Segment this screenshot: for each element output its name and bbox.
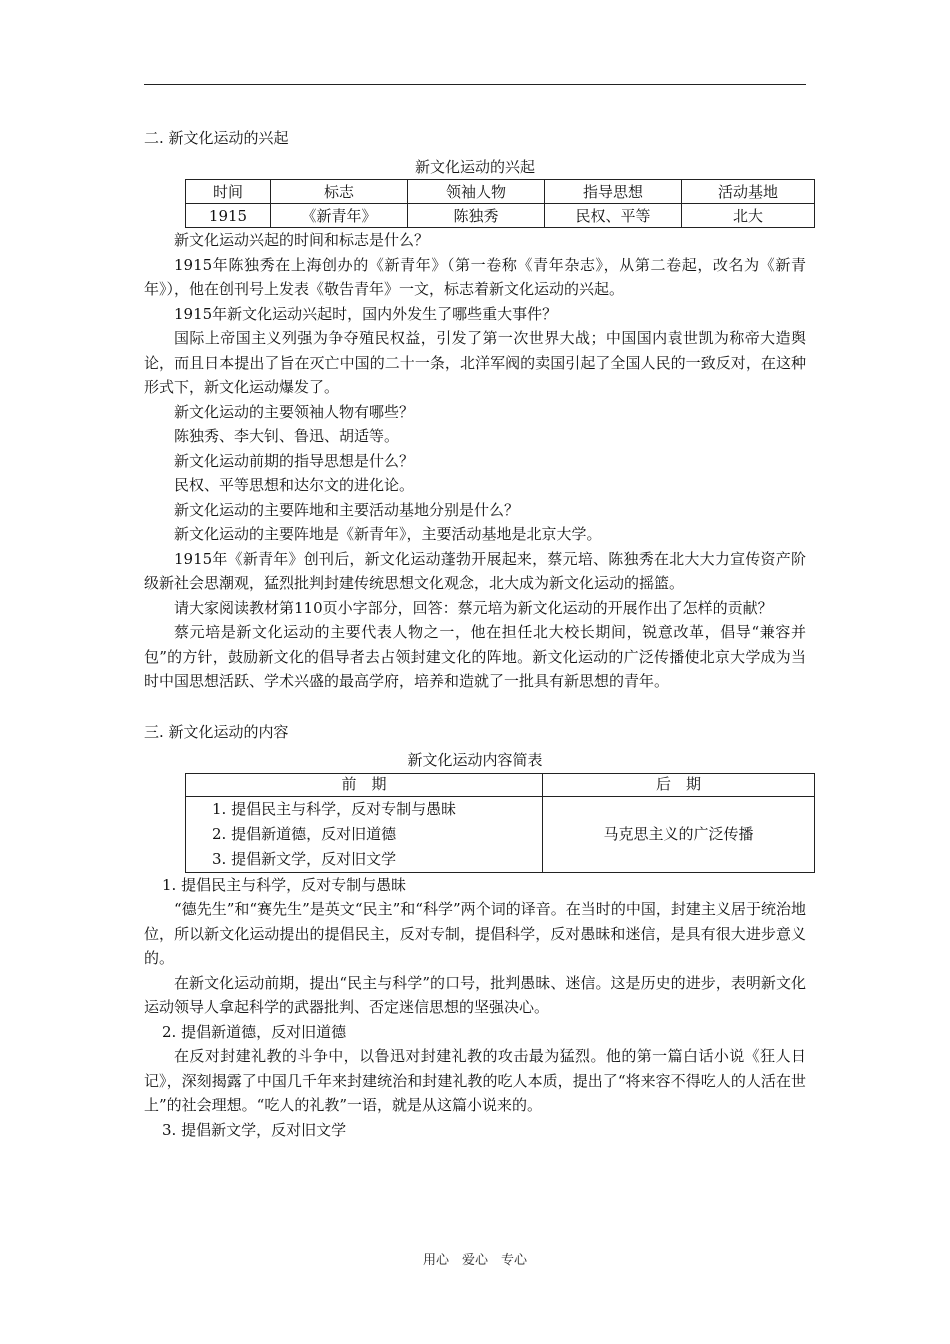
question-paragraph: 新文化运动的主要领袖人物有哪些？ xyxy=(174,402,415,421)
answer-paragraph: 民权、平等思想和达尔文的进化论。 xyxy=(174,476,415,494)
document-body xyxy=(144,126,806,1142)
rise-table xyxy=(185,179,815,228)
table-row xyxy=(186,796,815,872)
subheading-3: 3. 提倡新文学，反对旧文学 xyxy=(162,1120,347,1139)
table-cell: 《新青年》 xyxy=(271,204,408,228)
list-item: 2. 提倡新道德，反对旧道德 xyxy=(212,824,397,843)
answer-paragraph: 新文化运动的主要阵地是《新青年》，主要活动基地是北京大学。 xyxy=(174,525,602,543)
page-footer: 用心 爱心 专心 xyxy=(422,1253,527,1268)
answer-paragraph: 蔡元培是新文化运动的主要代表人物之一，他在担任北大校长期间，锐意改革，倡导“兼容并包”的方针，鼓励新文化的倡导者去占领封建文化的阵地。新文化运动的广泛传播使北京大学成为当时中国思想活跃、学术兴盛的最高学府，培养和造就了一批具有新思想的青年。 xyxy=(144,623,806,690)
table-cell-early xyxy=(186,796,543,872)
table-row xyxy=(186,204,815,228)
question-paragraph: 新文化运动的主要阵地和主要活动基地分别是什么？ xyxy=(174,500,520,519)
table-caption-content: 新文化运动内容简表 xyxy=(407,751,543,769)
section-heading-3: 三. 新文化运动的内容 xyxy=(144,722,289,741)
question-paragraph: 新文化运动兴起的时间和标志是什么？ xyxy=(174,231,430,249)
body-paragraph: 在反对封建礼教的斗争中，以鲁迅对封建礼教的攻击最为猛烈。他的第一篇白话小说《狂人日记》，深刻揭露了中国几千年来封建统治和封建礼教的吃人本质，提出了“将来容不得吃人的人活在世上”的社会理想。“吃人的礼教”一语，就是从这篇小说来的。 xyxy=(144,1047,806,1114)
answer-paragraph: 1915年陈独秀在上海创办的《新青年》（第一卷称《青年杂志》，从第二卷起，改名为《新青年》），他在创刊号上发表《敬告青年》一文，标志着新文化运动的兴起。 xyxy=(144,255,806,298)
table-cell: 陈独秀 xyxy=(408,204,545,228)
header-rule xyxy=(144,84,806,85)
subheading-2: 2. 提倡新道德，反对旧道德 xyxy=(162,1022,347,1041)
answer-paragraph: 陈独秀、李大钊、鲁迅、胡适等。 xyxy=(174,427,400,445)
body-paragraph: 在新文化运动前期，提出“民主与科学”的口号，批判愚昧、迷信。这是历史的进步，表明新文化运动领导人拿起科学的武器批判、否定迷信思想的坚强决心。 xyxy=(144,973,806,1016)
table-header-row xyxy=(186,180,815,204)
table-header-cell: 活动基地 xyxy=(682,180,815,204)
content-table xyxy=(185,773,815,873)
table-cell-late: 马克思主义的广泛传播 xyxy=(543,796,815,872)
question-paragraph: 1915年新文化运动兴起时，国内外发生了哪些重大事件？ xyxy=(174,304,558,323)
table-header-cell: 标志 xyxy=(271,180,408,204)
table-header-cell: 后 期 xyxy=(543,773,815,796)
question-paragraph: 新文化运动前期的指导思想是什么？ xyxy=(174,451,415,470)
table-cell: 民权、平等 xyxy=(545,204,682,228)
table-cell: 1915 xyxy=(186,204,271,228)
body-paragraph: “德先生”和“赛先生”是英文“民主”和“科学”两个词的译音。在当时的中国，封建主义居于统治地位，所以新文化运动提出的提倡民主，反对专制，提倡科学，反对愚昧和迷信，是具有很大进步意义的。 xyxy=(144,900,806,967)
list-item: 1. 提倡民主与科学，反对专制与愚昧 xyxy=(212,799,457,818)
answer-paragraph: 国际上帝国主义列强为争夺殖民权益，引发了第一次世界大战；中国国内袁世凯为称帝大造舆论，而且日本提出了旨在灭亡中国的二十一条，北洋军阀的卖国引起了全国人民的一致反对，在这种形式下，新文化运动爆发了。 xyxy=(144,329,806,396)
body-paragraph: 1915年《新青年》创刊后，新文化运动蓬勃开展起来，蔡元培、陈独秀在北大大力宣传资产阶级新社会思潮观，猛烈批判封建传统思想文化观念，北大成为新文化运动的摇篮。 xyxy=(144,549,806,592)
table-header-cell: 前 期 xyxy=(186,773,543,796)
table-caption-rise: 新文化运动的兴起 xyxy=(414,157,535,176)
spacer xyxy=(144,694,806,720)
table-header-cell: 指导思想 xyxy=(545,180,682,204)
subheading-1: 1. 提倡民主与科学，反对专制与愚昧 xyxy=(162,875,407,894)
section-heading-2: 二. 新文化运动的兴起 xyxy=(144,129,289,147)
table-header-cell: 时间 xyxy=(186,180,271,204)
table-cell: 北大 xyxy=(682,204,815,228)
table-header-row xyxy=(186,773,815,796)
table-header-cell: 领袖人物 xyxy=(408,180,545,204)
question-paragraph: 请大家阅读教材第110页小字部分，回答：蔡元培为新文化运动的开展作出了怎样的贡献？ xyxy=(174,598,773,617)
list-item: 3. 提倡新文学，反对旧文学 xyxy=(212,849,397,868)
